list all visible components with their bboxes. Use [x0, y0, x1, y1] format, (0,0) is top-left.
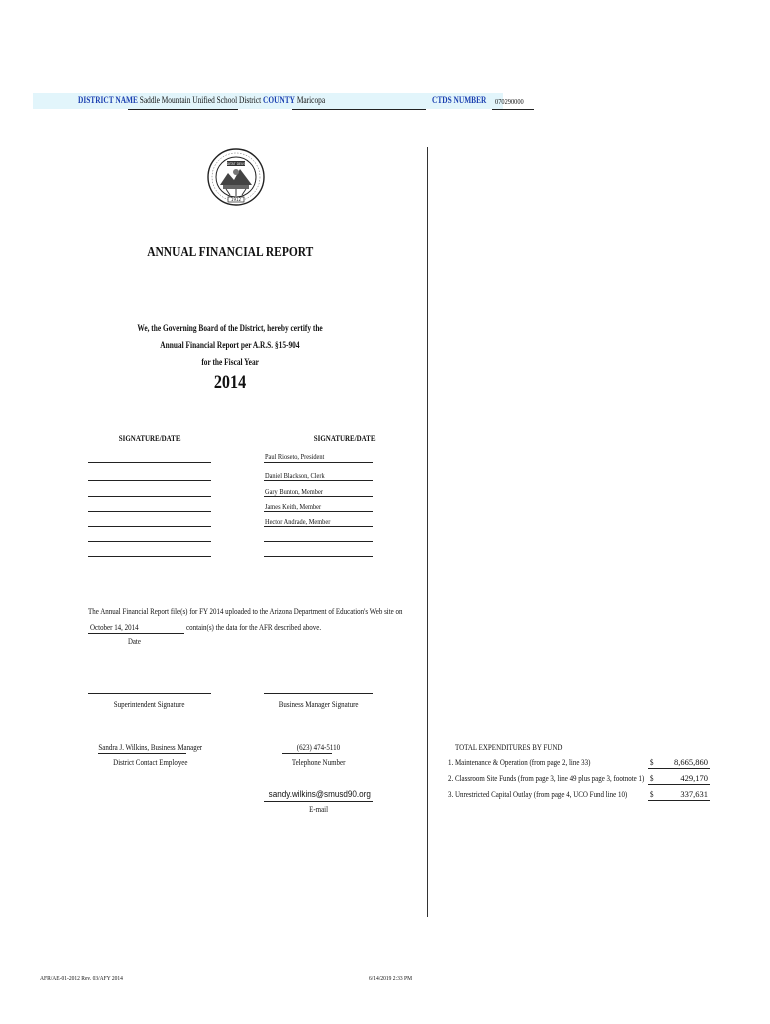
print-timestamp: 6/14/2019 2:33 PM	[369, 975, 412, 982]
superintendent-label-wrap	[88, 699, 211, 709]
signature-line-right[interactable]	[264, 511, 373, 512]
contact-name: Sandra J. Wilkins, Business Manager	[98, 742, 202, 752]
county-underline	[292, 109, 426, 110]
expenditure-currency: $	[650, 757, 654, 767]
expenditure-currency: $	[650, 773, 654, 783]
signature-line-right[interactable]	[264, 480, 373, 481]
signature-line-left[interactable]	[88, 511, 211, 512]
signature-line-left[interactable]	[88, 526, 211, 527]
member-name: Gary Bunton, Member	[265, 487, 323, 496]
upload-date-underline	[88, 633, 184, 634]
cert-line1-wrap	[60, 323, 400, 333]
signature-line-left[interactable]	[88, 556, 211, 557]
seal-year: 1912	[230, 197, 242, 202]
signature-line-right[interactable]	[264, 496, 373, 497]
expenditure-label: 2. Classroom Site Funds (from page 3, line 49 plus page 3, footnote 1)	[448, 773, 645, 783]
ctds-label: CTDS NUMBER	[432, 95, 487, 105]
contact-name-underline	[98, 753, 186, 754]
expenditure-currency: $	[650, 789, 654, 799]
contact-name-wrap	[80, 742, 220, 752]
upload-text-2: contain(s) the data for the AFR described above.	[186, 622, 322, 632]
ctds-value: 070290000	[495, 97, 524, 106]
district-underline	[128, 109, 238, 110]
contact-name-label: District Contact Employee	[112, 757, 188, 767]
arizona-seal-icon	[206, 135, 266, 220]
business-manager-label: Business Manager Signature	[278, 699, 359, 709]
cert-line3-wrap	[60, 357, 400, 367]
sig-header-right-wrap	[260, 433, 430, 443]
business-manager-signature-line[interactable]	[264, 693, 373, 694]
cert-line1: We, the Governing Board of the District, hereby certify the	[137, 323, 323, 333]
signature-line-right[interactable]	[264, 541, 373, 542]
seal-motto: DITAT DEUS	[226, 162, 246, 166]
column-divider	[427, 147, 428, 917]
member-name: Hector Andrade, Member	[265, 517, 331, 526]
ctds-row	[432, 95, 486, 105]
amount-underline	[648, 800, 710, 801]
signature-line-left[interactable]	[88, 462, 211, 463]
form-id: AFR/AE-01-2012 Rev. 03/AFY 2014	[40, 975, 123, 982]
county-label: COUNTY	[263, 95, 295, 105]
upload-date-value: October 14, 2014	[90, 622, 139, 632]
superintendent-signature-line[interactable]	[88, 693, 211, 694]
business-manager-label-wrap	[264, 699, 373, 709]
fiscal-year-wrap	[60, 372, 400, 394]
county-row	[263, 95, 325, 105]
signature-line-left[interactable]	[88, 480, 211, 481]
contact-phone-label-wrap	[264, 757, 373, 767]
cert-line3: for the Fiscal Year	[201, 357, 259, 367]
upload-date-label-wrap	[88, 637, 184, 646]
expenditure-amount: 8,665,860	[674, 757, 708, 767]
signature-line-right[interactable]	[264, 462, 373, 463]
contact-phone-label: Telephone Number	[291, 757, 346, 767]
county-value: Maricopa	[296, 95, 326, 105]
contact-email[interactable]: sandy.wilkins@smusd90.org	[268, 789, 372, 799]
district-name-label: DISTRICT NAME	[78, 95, 138, 105]
contact-name-label-wrap	[80, 757, 220, 767]
contact-email-underline	[264, 801, 373, 802]
expenditure-label: 1. Maintenance & Operation (from page 2, line 33)	[448, 757, 591, 767]
signature-line-left[interactable]	[88, 541, 211, 542]
signature-line-right[interactable]	[264, 556, 373, 557]
contact-email-label-wrap	[264, 804, 373, 814]
contact-email-label: E-mail	[309, 804, 328, 814]
cert-line2: Annual Financial Report per A.R.S. §15-904	[160, 340, 300, 350]
report-title: ANNUAL FINANCIAL REPORT	[146, 245, 314, 260]
contact-phone: (623) 474-5110	[296, 742, 341, 752]
member-name: James Keith, Member	[265, 502, 322, 511]
expenditure-amount: 429,170	[680, 773, 708, 783]
upload-date-label: Date	[128, 637, 142, 646]
contact-phone-wrap	[264, 742, 373, 752]
expenditure-amount: 337,631	[680, 789, 708, 799]
amount-underline	[648, 784, 710, 785]
upload-text-1: The Annual Financial Report file(s) for FY 2014 uploaded to the Arizona Department of Education's Web site on	[88, 606, 403, 616]
expenditure-label: 3. Unrestricted Capital Outlay (from page 4, UCO Fund line 10)	[448, 789, 628, 799]
sig-header-left-wrap	[90, 433, 210, 443]
member-name: Daniel Blackson, Clerk	[265, 471, 325, 480]
contact-phone-underline	[282, 753, 332, 754]
report-title-wrap	[60, 245, 400, 261]
sig-header-left: SIGNATURE/DATE	[119, 433, 181, 443]
signature-line-right[interactable]	[264, 526, 373, 527]
sig-header-right: SIGNATURE/DATE	[314, 433, 376, 443]
signature-line-left[interactable]	[88, 496, 211, 497]
district-name-row	[78, 95, 261, 105]
amount-underline	[648, 768, 710, 769]
fiscal-year: 2014	[213, 372, 247, 393]
superintendent-label: Superintendent Signature	[114, 699, 185, 709]
district-name-value: Saddle Mountain Unified School District	[139, 95, 262, 105]
ctds-underline	[492, 109, 534, 110]
expenditures-title: TOTAL EXPENDITURES BY FUND	[455, 742, 563, 752]
member-name: Paul Rioseto, President	[265, 452, 325, 461]
cert-line2-wrap	[60, 340, 400, 350]
contact-email-wrap	[255, 789, 385, 799]
